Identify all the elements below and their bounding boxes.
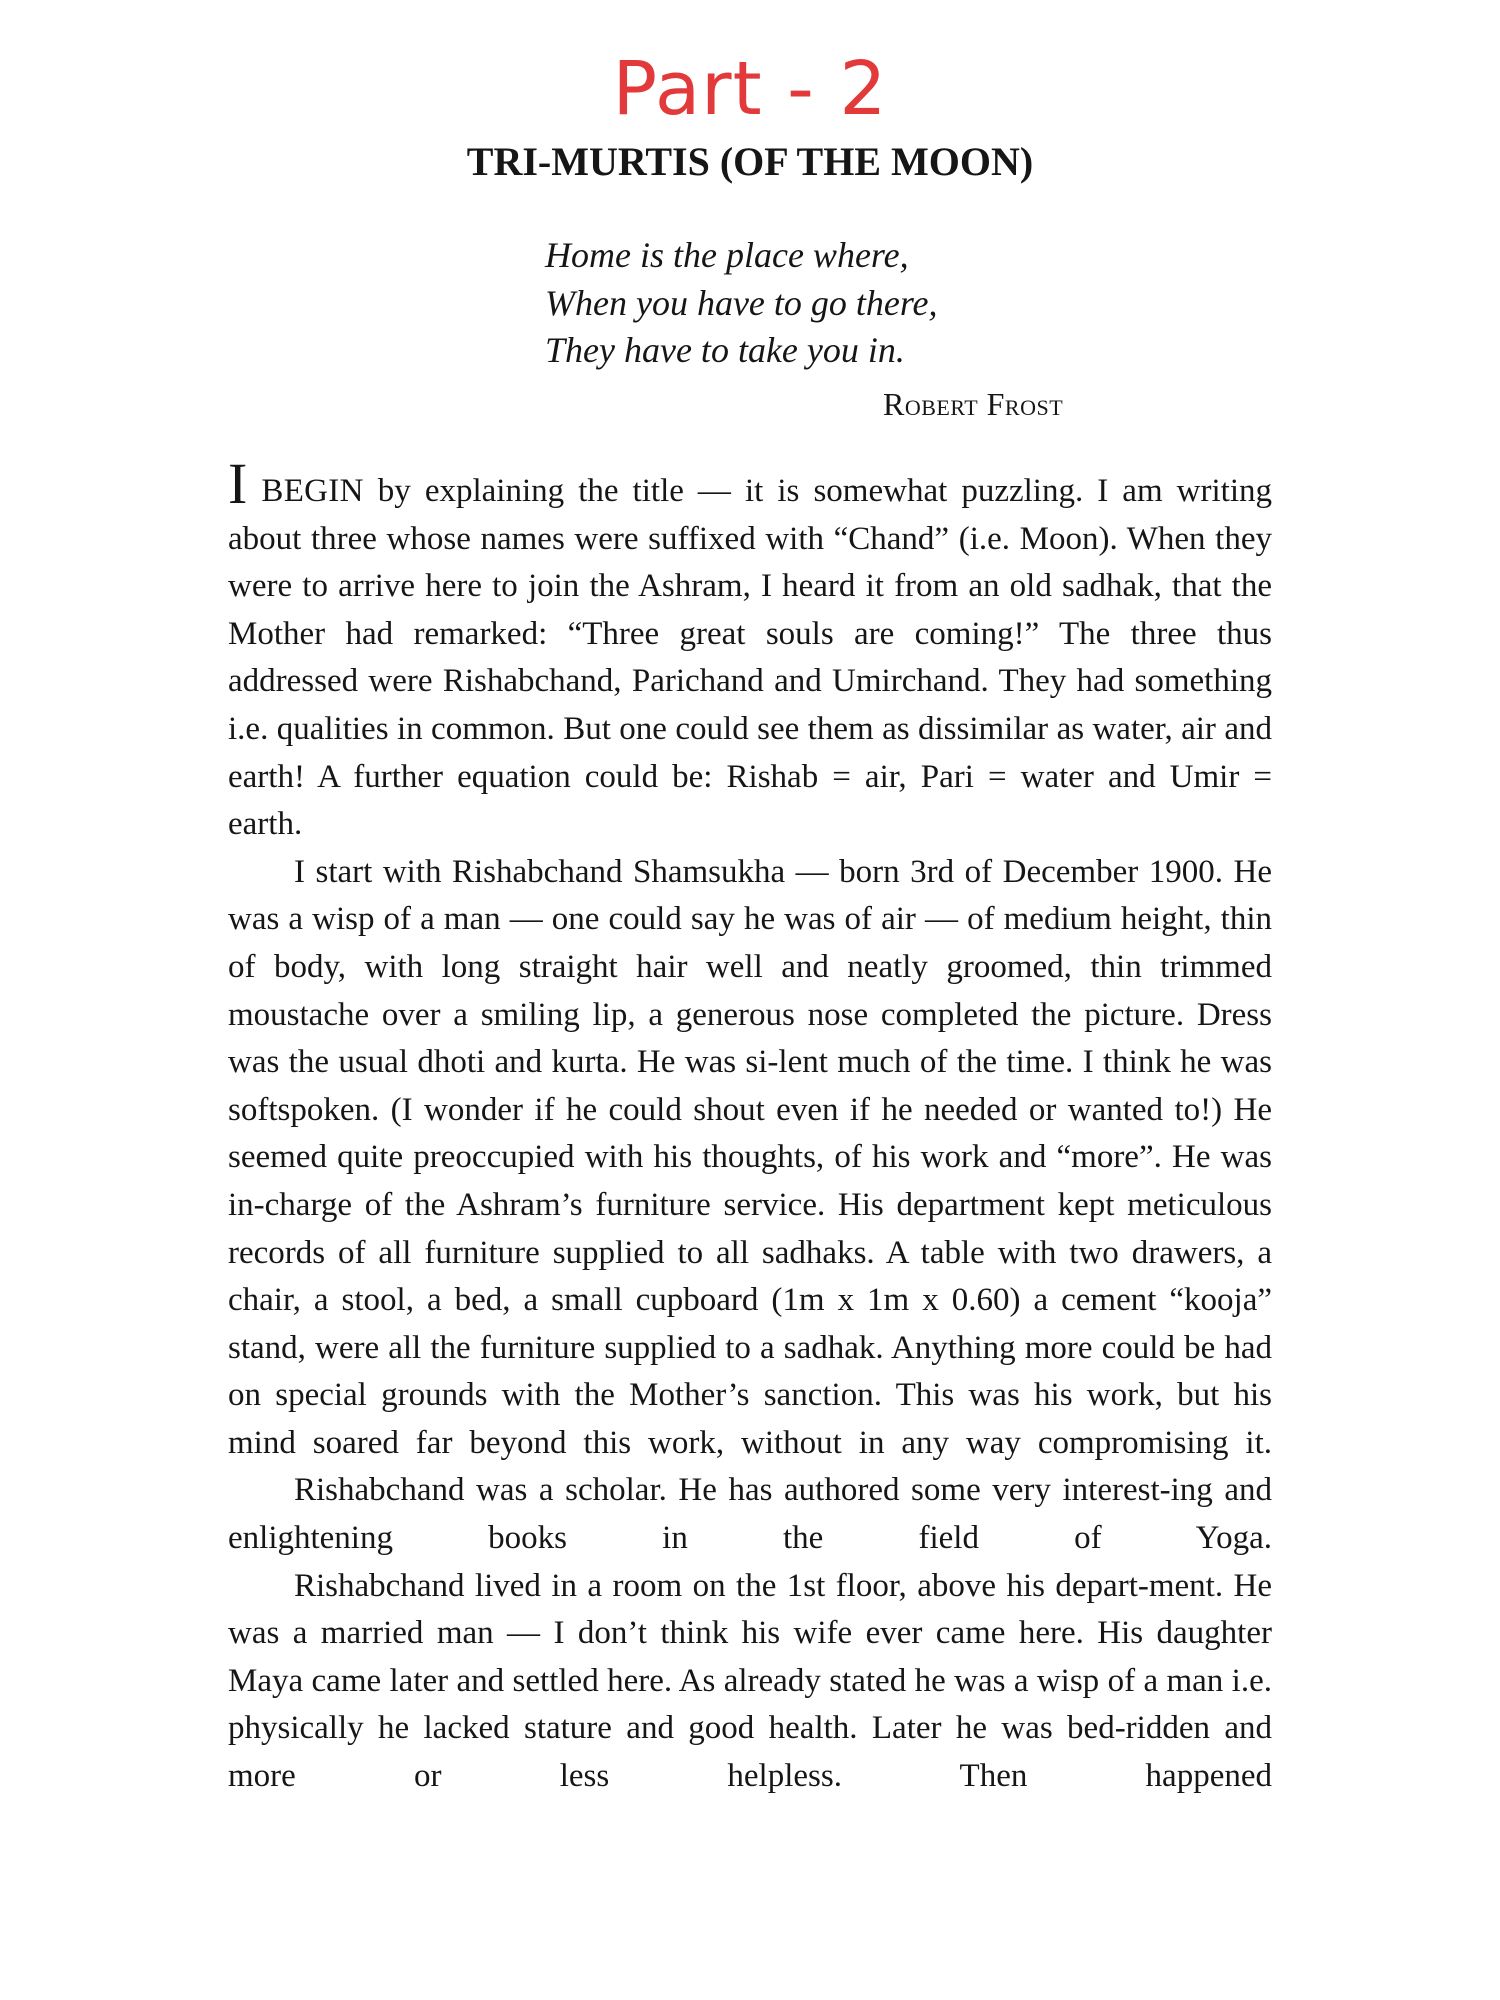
paragraph-text: by explaining the title — it is somewhat puzzling. I am writing about three whose names were suffixed with “Chand” (i.e. Moon). When they were to arrive here to join the Ashram, I heard it from an old sadhak, that the Mother had remarked: “Three great souls are coming!” The three thus addressed were Rishabchand, Parichand and Umirchand. They had something i.e. qualities in common. But one could see them as dissimilar as water, air and earth! A further equation could be: Rishab = air, Pari = water and Umir = earth. xyxy=(228,473,1272,843)
part-label: Part - 2 xyxy=(612,46,888,132)
chapter-title: TRI-MURTIS (OF THE MOON) xyxy=(466,139,1034,184)
drop-cap: I xyxy=(228,451,248,516)
paragraph: I start with Rishabchand Shamsukha — born 3rd of December 1900. He was a wisp of a man — one could say he was of air — of medium height, thin of body, with long straight hair well and neatly groomed, thin trimmed moustache over a smiling lip, a generous nose completed the picture. Dress was the usual dhoti and kurta. He was si-lent much of the time. I think he was softspoken. (I wonder if he could shout even if he needed or wanted to!) He seemed quite preoccupied with his thoughts, of his work and “more”. He was in-charge of the Ashram’s furniture service. His department kept meticulous records of all furniture supplied to all sadhaks. A table with two drawers, a chair, a stool, a bed, a small cupboard (1m x 1m x 0.60) a cement “kooja” stand, were all the furniture supplied to a sadhak. Anything more could be had on special grounds with the Mother’s sanction. This was his work, but his mind soared far beyond this work, without in any way compromising it. xyxy=(228,853,1272,1461)
lead-caps: BEGIN xyxy=(261,473,364,509)
epigraph-line: They have to take you in. xyxy=(545,330,905,370)
paragraph: Rishabchand was a scholar. He has authored some very interest-ing and enlightening books in the field of Yoga. xyxy=(228,1472,1272,1557)
paragraph xyxy=(228,451,1272,849)
epigraph-author: Robert Frost xyxy=(883,386,1064,422)
epigraph xyxy=(545,232,938,375)
epigraph-line: When you have to go there, xyxy=(545,282,938,323)
body-text xyxy=(228,451,1272,1801)
epigraph-line: Home is the place where, xyxy=(545,235,909,275)
paragraph: Rishabchand lived in a room on the 1st floor, above his depart-ment. He was a married man — I don’t think his wife ever came here. His daughter Maya came later and settled here. As already stated he was a wisp of a man i.e. physically he lacked stature and good health. Later he was bed-ridden and more or less helpless. Then happened xyxy=(228,1567,1272,1795)
